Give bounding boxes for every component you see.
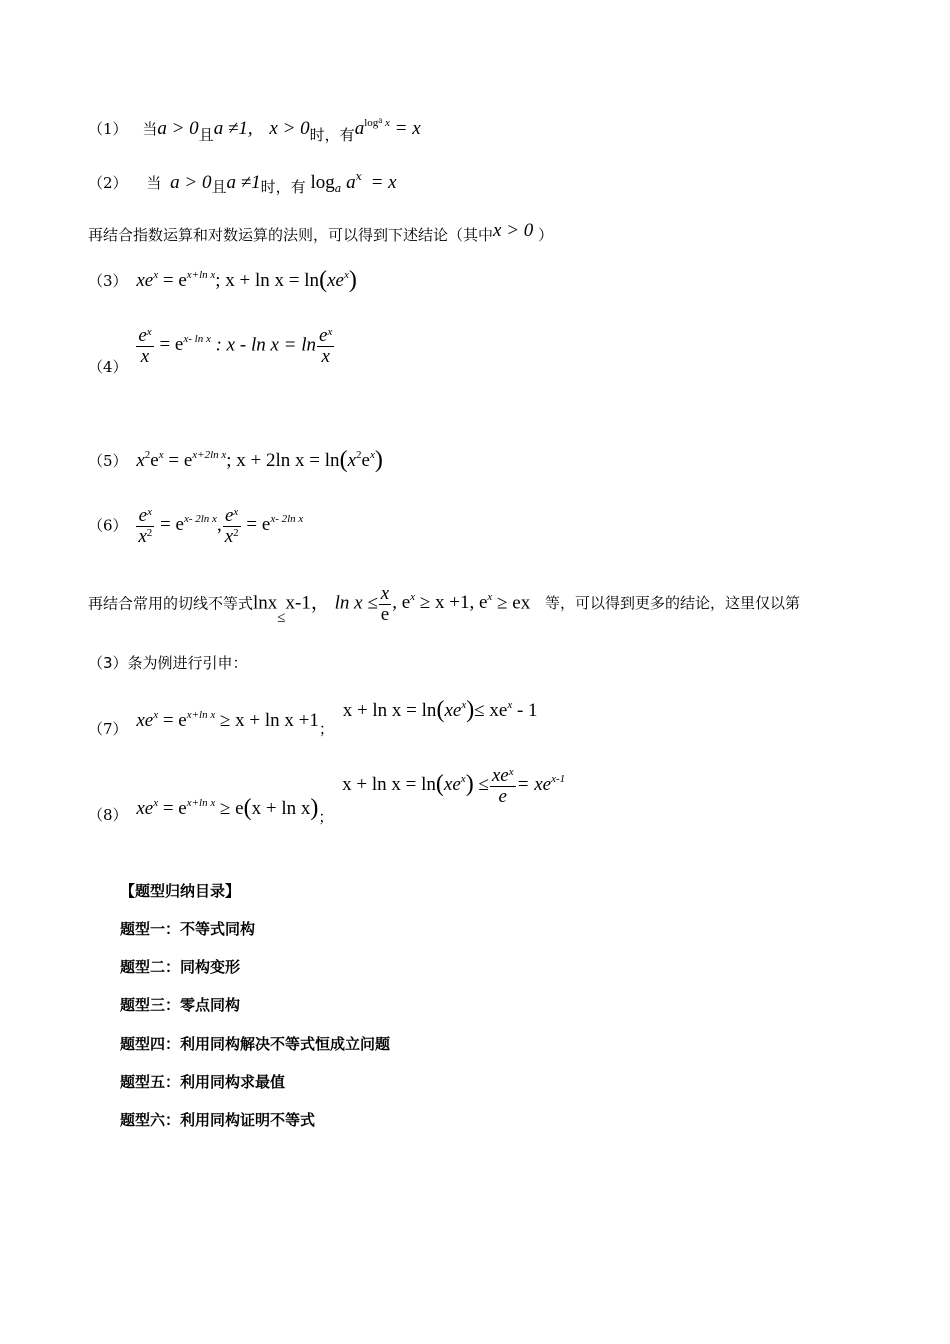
toc-entry: 题型二：同构变形 — [120, 958, 241, 976]
item-label: （2） — [88, 174, 128, 192]
text-qie: 且 — [198, 126, 214, 144]
toc-entry: 题型六：利用同构证明不等式 — [120, 1111, 316, 1129]
intro-paragraph-1 — [88, 220, 554, 246]
math-fraction-x-over-e: $\frac{x}{e}$ — [380, 583, 390, 625]
math-le: ≤ — [277, 610, 286, 627]
math-log-identity: ; x + ln x = ln — [215, 270, 320, 291]
item-7 — [88, 696, 538, 738]
toc-heading: 【题型归纳目录】 — [120, 882, 241, 900]
item-3 — [88, 266, 357, 293]
math-arg: $xe^x$ — [327, 269, 349, 291]
math-lhs: $xe^x$ — [136, 269, 159, 291]
item-label: （4） — [88, 358, 128, 377]
math-x-minus-1: x-1， — [285, 592, 330, 614]
math-fraction-1: $\frac{e^x}{x^2}$ — [138, 505, 153, 547]
paren-right: ) — [348, 267, 357, 293]
math-log-base: a — [334, 182, 342, 195]
math-exp: = $e^{x+2ln x}$ — [168, 449, 227, 471]
math-x-gt-0: x > 0 — [493, 220, 534, 241]
paren-right: ) — [374, 447, 383, 473]
math-exp: = $e^{x+ln x}$ — [162, 269, 216, 291]
intro-text: 再结合指数运算和对数运算的法则，可以得到下述结论（其中 — [88, 226, 494, 244]
item-5 — [88, 446, 383, 473]
math-log: log — [310, 172, 335, 193]
toc-entry: 题型四：利用同构解决不等式恒成立问题 — [120, 1035, 391, 1053]
paren-left: ( — [319, 267, 328, 293]
math-part-2: $x + \ln x = \ln(xe^x)\le xe^x - 1$ — [342, 697, 538, 723]
math-part-1: $xe^x = e^{x+ln x} \ge e(x + \ln x)$ — [136, 795, 319, 822]
math-exp-2: = $e^{x- 2ln x}$ — [246, 513, 304, 536]
intro-text-1: 再结合常用的切线不等式 — [88, 594, 254, 613]
math-a-ne-1: a ≠1 — [226, 172, 261, 193]
math-ln-x-le: ln x ≤ — [334, 592, 378, 614]
math-lhs: $x^2e^x$ — [136, 449, 164, 471]
item-label: （8） — [88, 806, 128, 825]
math-a-base: a — [354, 118, 365, 139]
item-label: （5） — [88, 452, 128, 470]
math-eq-x: = x — [370, 172, 397, 193]
item-label: （3） — [88, 272, 128, 290]
math-log-identity: : x - ln x = ln — [215, 334, 317, 356]
text-shi-you: 时，有 — [309, 126, 355, 144]
item-2 — [88, 172, 397, 194]
math-part-1: $xe^x = e^{x+ln x} \ge x + \ln x +1$ — [136, 709, 319, 731]
separator: ； — [318, 808, 334, 827]
math-ex: , $e^x$ — [392, 591, 416, 614]
math-rhs: = $xe^{x-1}$ — [516, 773, 566, 796]
math-a-gt-0: a > 0 — [157, 118, 199, 139]
math-part-2: $x + \ln x = \ln(xe^x)$ ≤ — [342, 771, 489, 798]
item-label: （6） — [88, 516, 128, 535]
math-log-sup: loga x — [364, 115, 390, 129]
toc-entry: 题型三：零点同构 — [120, 996, 241, 1014]
math-ge-x-plus-1: ≥ x +1, $e^x$ — [419, 591, 493, 614]
toc-entry: 题型一：不等式同构 — [120, 920, 256, 938]
math-a-ne-1: a ≠1, — [213, 118, 253, 139]
math-exp-1: = $e^{x- 2ln x}$ — [160, 513, 217, 536]
math-a: a — [346, 172, 356, 193]
paren-left: ( — [339, 447, 348, 473]
intro-text-2: 等，可以得到更多的结论，这里仅以第 — [544, 594, 800, 613]
math-eq-x: = x — [394, 118, 421, 139]
math-x-gt-0: x > 0 — [269, 118, 310, 139]
item-4 — [88, 325, 335, 377]
intro-close: ） — [538, 226, 554, 244]
math-a-gt-0: a > 0 — [170, 172, 212, 193]
text-dang: 当 — [146, 174, 162, 192]
toc-entry: 题型五：利用同构求最值 — [120, 1073, 286, 1091]
item-label: （1） — [88, 120, 128, 138]
intro-text-3: （3）条为例进行引申： — [88, 654, 248, 672]
text-dang: 当 — [142, 120, 158, 138]
intro-paragraph-2 — [88, 584, 800, 625]
text-qie: 且 — [211, 178, 227, 196]
math-lnx: lnx — [253, 592, 278, 614]
math-fraction-2: $\frac{e^x}{x}$ — [319, 325, 333, 367]
intro-paragraph-2-cont — [88, 652, 248, 673]
math-ge-ex: ≥ ex — [497, 592, 531, 614]
comma: , — [216, 514, 222, 536]
text-shi-you: 时，有 — [260, 178, 306, 196]
math-exp: = $e^{x- ln x}$ — [159, 333, 211, 356]
item-8 — [88, 765, 566, 827]
math-fraction-2: $\frac{e^x}{x^2}$ — [224, 505, 239, 547]
math-arg: $x^2e^x$ — [347, 449, 375, 471]
item-1 — [88, 115, 421, 144]
math-log-identity: ; x + 2ln x = ln — [226, 450, 340, 471]
math-fraction-1: $\frac{e^x}{x}$ — [138, 325, 152, 367]
separator: ； — [318, 720, 334, 738]
math-exp-x: x — [355, 170, 362, 183]
math-fraction-xex-over-e: $\frac{xe^x}{e}$ — [491, 765, 514, 807]
item-6 — [88, 506, 303, 547]
item-label: （7） — [88, 720, 128, 738]
